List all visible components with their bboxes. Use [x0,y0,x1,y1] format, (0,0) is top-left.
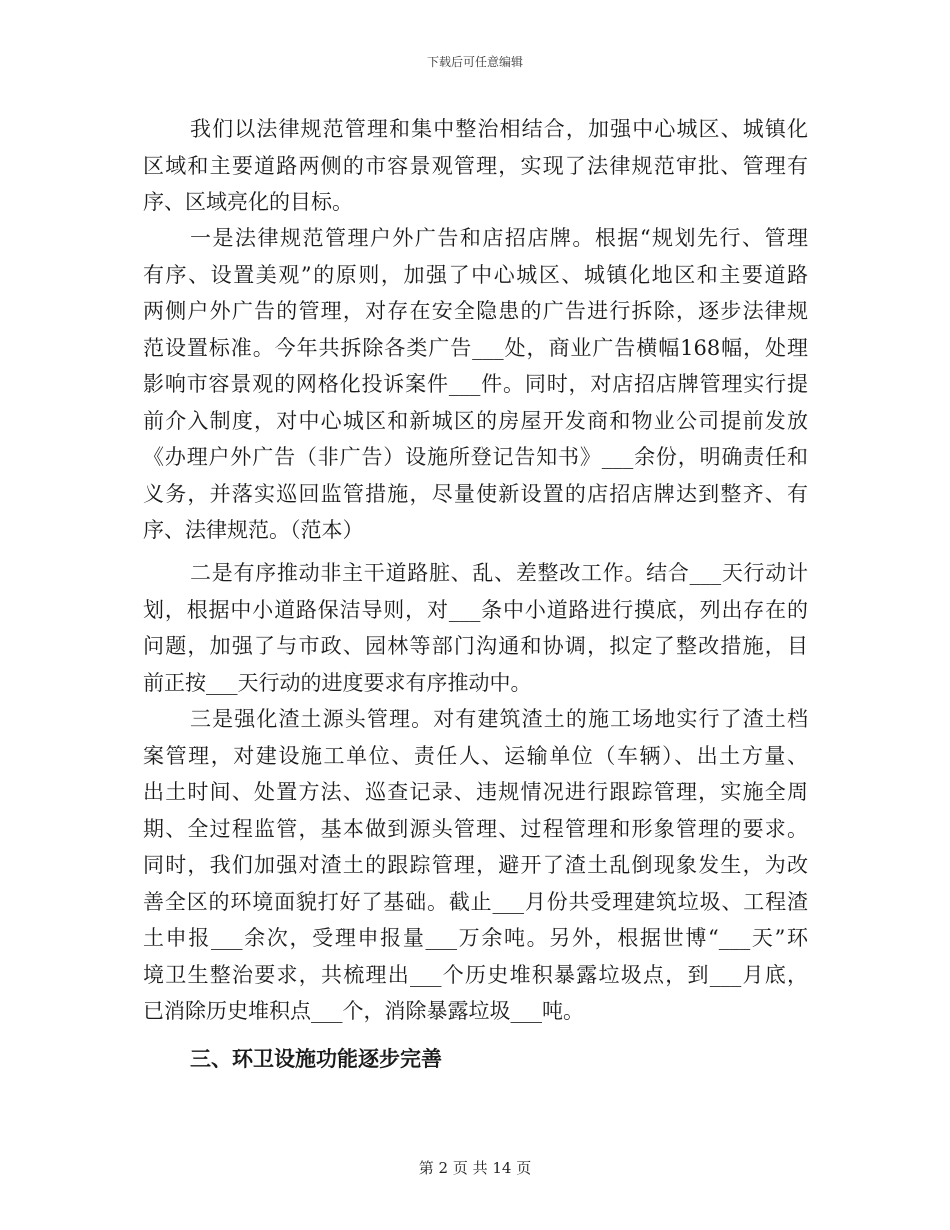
text-line: 前介入制度，对中心城区和新城区的房屋开发商和物业公司提前发放 [143,408,808,433]
text-line: 《办理户外广告（非广告）设施所登记告知书》___余份，明确责任和 [143,445,808,469]
text-line: 期、全过程监管，基本做到源头管理、过程管理和形象管理的要求。 [143,816,808,841]
text-line: 序、区域亮化的目标。 [143,190,353,214]
text-line: 区域和主要道路两侧的市容景观管理，实现了法律规范审批、管理有 [143,153,808,178]
text-line: 善全区的环境面貌打好了基础。截止___月份共受理建筑垃圾、工程渣 [143,889,808,914]
text-line: 一是法律规范管理户外广告和店招店牌。根据“规划先行、管理 [190,226,808,250]
text-line: 影响市容景观的网格化投诉案件___件。同时，对店招店牌管理实行提 [143,372,808,396]
text-line: 序、法律规范。（范本） [143,518,364,542]
text-line: 已消除历史堆积点___个，消除暴露垃圾___吨。 [143,999,584,1023]
text-line: 义务，并落实巡回监管措施，尽量使新设置的店招店牌达到整齐、有 [143,481,808,506]
paragraph [143,220,808,549]
text-line: 土申报___余次，受理申报量___万余吨。另外，根据世博“___天”环 [143,926,808,950]
text-line: 前正按___天行动的进度要求有序推动中。 [143,670,532,695]
text-line: 二是有序推动非主干道路脏、乱、差整改工作。结合___天行动计 [190,561,808,585]
text-line: 境卫生整治要求，共梳理出___个历史堆积暴露垃圾点，到___月底， [143,962,808,987]
text-line: 问题，加强了与市政、园林等部门沟通和协调，拟定了整改措施，目 [143,634,808,658]
text-line: 出土时间、处置方法、巡查记录、违规情况进行跟踪管理，实施全周 [143,780,808,804]
paragraph [143,555,808,701]
text-line: 两侧户外广告的管理，对存在安全隐患的广告进行拆除，逐步法律规 [143,299,808,323]
page-header-note: 下载后可任意编辑 [426,55,523,69]
section-heading: 三、环卫设施功能逐步完善 [190,1046,442,1071]
page-number-footer: 第 2 页 共 14 页 [418,1159,532,1177]
paragraph [143,701,808,1030]
paragraph [143,111,808,221]
text-line: 有序、设置美观”的原则，加强了中心城区、城镇化地区和主要道路 [143,262,808,287]
text-line: 范设置标准。今年共拆除各类广告___处，商业广告横幅168幅，处理 [143,335,808,360]
text-line: 案管理，对建设施工单位、责任人、运输单位（车辆）、出土方量、 [143,743,808,768]
text-line: 三是强化渣土源头管理。对有建筑渣土的施工场地实行了渣土档 [190,707,808,731]
text-line: 划，根据中小道路保洁导则，对___条中小道路进行摸底，列出存在的 [143,597,808,622]
text-line: 我们以法律规范管理和集中整治相结合，加强中心城区、城镇化 [190,117,808,141]
text-line: 同时，我们加强对渣土的跟踪管理，避开了渣土乱倒现象发生，为改 [143,853,808,877]
